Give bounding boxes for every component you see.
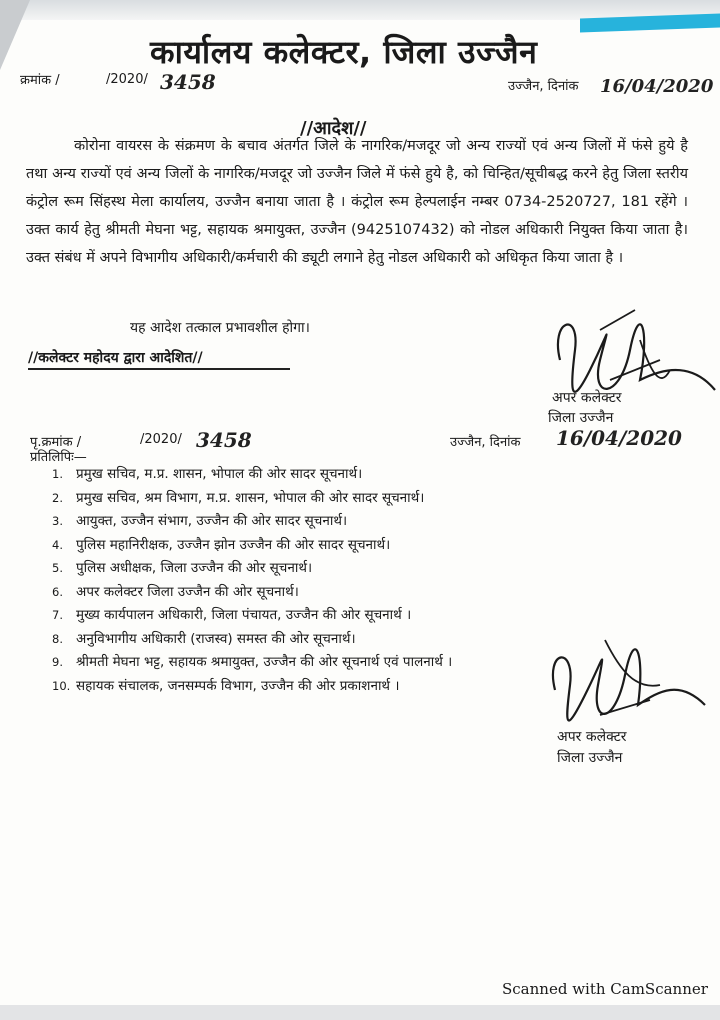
ordered-by-underline bbox=[28, 368, 290, 370]
copy-item: 1. प्रमुख सचिव, म.प्र. शासन, भोपाल की ओर सादर सूचनार्थ। bbox=[52, 466, 363, 482]
endorsement-ref-number-handwritten: 3458 bbox=[196, 428, 252, 452]
ref-label: क्रमांक / bbox=[20, 73, 60, 88]
place-date-label: उज्जैन, दिनांक bbox=[508, 79, 579, 94]
copy-item: 10. सहायक संचालक, जनसम्पर्क विभाग, उज्जैन की ओर प्रकाशनार्थ । bbox=[52, 677, 400, 694]
office-title: कार्यालय कलेक्टर, जिला उज्जैन bbox=[150, 33, 538, 71]
ref-year: /2020/ bbox=[106, 72, 148, 87]
signature-2-designation: अपर कलेक्टर bbox=[557, 729, 627, 745]
copy-item: 2. प्रमुख सचिव, श्रम विभाग, म.प्र. शासन, भोपाल की ओर सादर सूचनार्थ। bbox=[52, 489, 425, 506]
copy-item: 4. पुलिस महानिरीक्षक, उज्जैन झोन उज्जैन की ओर सादर सूचनार्थ। bbox=[52, 536, 391, 553]
ordered-by-text: //कलेक्टर महोदय द्वारा आदेशित// bbox=[28, 350, 203, 366]
signature-2 bbox=[540, 630, 710, 740]
endorsement-place-date-label: उज्जैन, दिनांक bbox=[450, 435, 521, 450]
signature-1-district: जिला उज्जैन bbox=[548, 410, 614, 426]
copy-label: प्रतिलिपिः— bbox=[30, 450, 87, 465]
order-body: कोरोना वायरस के संक्रमण के बचाव अंतर्गत जिले के नागरिक/मजदूर जो अन्य राज्यों एवं अन्य जिलों में फंसे हुये है तथा अन्य राज्यों एवं अन्य जिलों के नागरिक/मजदूर जो उज्जैन जिले में फंसे हुये है, को चिन्हित/सूचीबद्ध करने हेतु जिला स्तरीय कंट्रोल रूम सिंहस्थ मेला कार्यालय, उज्जैन बनाया जाता है । कंट्रोल रूम हेल्पलाईन नम्बर 0734-2520727, 181 रहेंगे । उक्त कार्य हेतु श्रीमती मेघना भट्ट, सहायक श्रमायुक्त, उज्जैन (9425107432) को नोडल अधिकारी नियुक्त किया जाता है। उक्त संबंध में अपने विभागीय अधिकारी/कर्मचारी की ड्यूटी लगाने हेतु नोडल अधिकारी को अधिकृत किया जाता है । bbox=[26, 138, 688, 266]
copy-item: 5. पुलिस अधीक्षक, जिला उज्जैन की ओर सूचनार्थ। bbox=[52, 560, 313, 576]
order-title: //आदेश// bbox=[300, 118, 367, 139]
scan-bottom-edge bbox=[0, 1005, 720, 1020]
scan-corner-fold bbox=[0, 0, 30, 70]
copy-item: 3. आयुक्त, उज्जैन संभाग, उज्जैन की ओर सादर सूचनार्थ। bbox=[52, 513, 348, 529]
copy-item: 9. श्रीमती मेघना भट्ट, सहायक श्रमायुक्त, उज्जैन की ओर सूचनार्थ एवं पालनार्थ । bbox=[52, 654, 453, 670]
endorsement-ref-year: /2020/ bbox=[140, 432, 182, 447]
signature-2-district: जिला उज्जैन bbox=[557, 750, 623, 766]
signature-1-designation: अपर कलेक्टर bbox=[552, 390, 622, 406]
order-effective-text: यह आदेश तत्काल प्रभावशील होगा। bbox=[130, 320, 310, 336]
copy-list bbox=[52, 463, 452, 698]
copy-item: 7. मुख्य कार्यपालन अधिकारी, जिला पंचायत, उज्जैन की ओर सूचनार्थ । bbox=[52, 607, 412, 623]
endorsement-ref-label: पृ.क्रमांक / bbox=[30, 435, 82, 450]
date-handwritten: 16/04/2020 bbox=[600, 76, 714, 97]
scanner-watermark: Scanned with CamScanner bbox=[502, 980, 708, 998]
copy-item: 6. अपर कलेक्टर जिला उज्जैन की ओर सूचनार्थ। bbox=[52, 583, 299, 600]
endorsement-date-handwritten: 16/04/2020 bbox=[556, 426, 682, 450]
copy-item: 8. अनुविभागीय अधिकारी (राजस्व) समस्त की ओर सूचनार्थ। bbox=[52, 630, 356, 647]
ref-number-handwritten: 3458 bbox=[160, 70, 216, 94]
